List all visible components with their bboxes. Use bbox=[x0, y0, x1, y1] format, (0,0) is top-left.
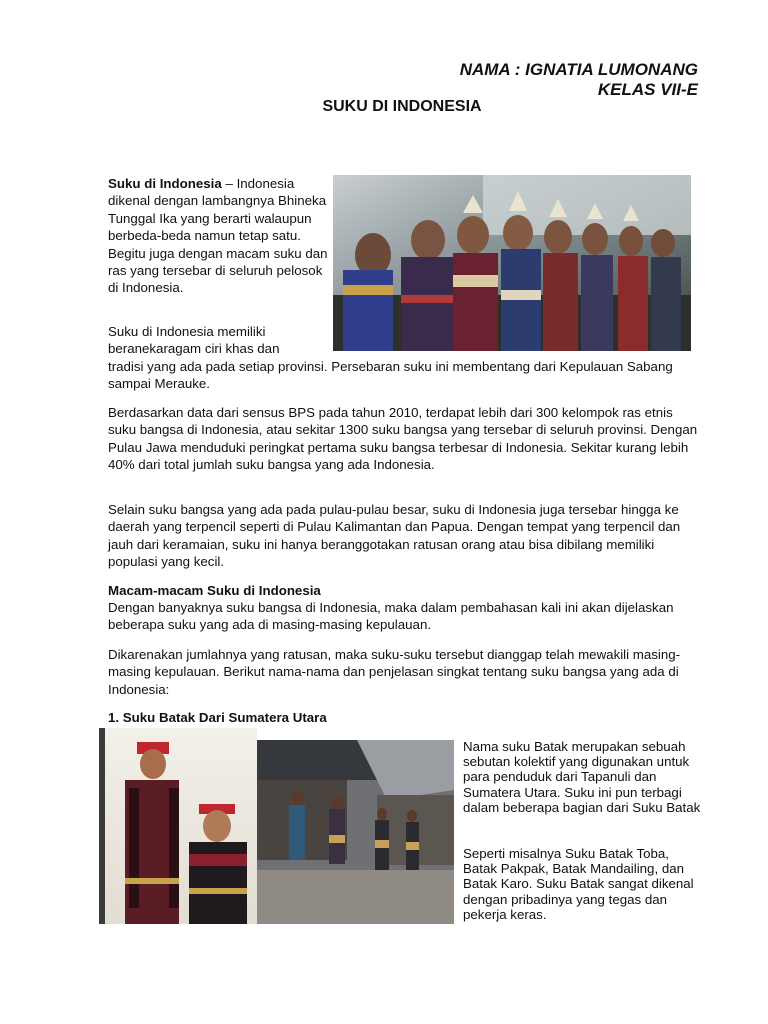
intro-bold: Suku di Indonesia bbox=[108, 176, 222, 191]
student-header bbox=[460, 60, 698, 100]
paragraph-batak-1: Nama suku Batak merupakan sebuah sebutan kolektif yang digunakan untuk para penduduk dari Tapanuli dan Sumatera Utara. Suku ini pun terbagi dalam beberapa bagian dari Suku Batak bbox=[463, 739, 701, 815]
student-name: NAMA : IGNATIA LUMONANG bbox=[459, 60, 698, 79]
paragraph-macam: Dengan banyaknya suku bangsa di Indonesia, maka dalam pembahasan kali ini akan dijelaskan beberapa suku yang ada di masing-masing kepulauan. bbox=[108, 600, 674, 633]
intro-paragraph bbox=[108, 175, 333, 297]
traditional-dancers-photo bbox=[333, 175, 691, 351]
section-heading-macam: Macam-macam Suku di Indonesia bbox=[108, 583, 321, 598]
paragraph-ratusan: Dikarenakan jumlahnya yang ratusan, maka suku-suku tersebut dianggap telah mewakili masing-masing kepulauan. Berikut nama-nama dan penjelasan singkat tentang suku bangsa yang ada di Indonesia: bbox=[108, 647, 681, 697]
batak-village-dance-photo bbox=[257, 740, 454, 924]
student-class: KELAS VII-E bbox=[597, 80, 698, 99]
paragraph-2-top: Suku di Indonesia memiliki beranekaragam ciri khas dan bbox=[108, 324, 280, 357]
intro-text: – Indonesia dikenal dengan lambangnya Bhineka Tunggal Ika yang berarti walaupun berbeda-beda namun tetap satu. Begitu juga dengan macam suku dan ras yang tersebar di seluruh pelosok di Indonesia. bbox=[108, 176, 328, 296]
paragraph-sensus: Berdasarkan data dari sensus BPS pada tahun 2010, terdapat lebih dari 300 kelompok ras etnis suku bangsa di Indonesia, atau sekitar 1300 suku bangsa yang tersebar di seluruh provinsi. Dengan Pulau Jawa menduduki peringkat pertama suku bangsa terbesar di Indonesia. Sekitar kurang lebih 40% dari total jumlah suku bangsa yang ada Indonesia. bbox=[108, 405, 698, 473]
paragraph-2-bottom: tradisi yang ada pada setiap provinsi. Persebaran suku ini membentang dari Kepulauan Sabang sampai Merauke. bbox=[108, 359, 673, 392]
page-title: SUKU DI INDONESIA bbox=[322, 98, 482, 115]
section-heading-batak: 1. Suku Batak Dari Sumatera Utara bbox=[108, 710, 327, 725]
batak-couple-photo bbox=[99, 728, 257, 924]
paragraph-terpencil: Selain suku bangsa yang ada pada pulau-pulau besar, suku di Indonesia juga tersebar hingga ke daerah yang terpencil seperti di Pulau Kalimantan dan Papua. Dengan tempat yang terpencil dan jauh dari keramaian, suku ini hanya beranggotakan ratusan orang atau bisa dibilang memiliki populasi yang kecil. bbox=[108, 502, 681, 570]
paragraph-batak-2: Seperti misalnya Suku Batak Toba, Batak Pakpak, Batak Mandailing, dan Batak Karo. Suku Batak sangat dikenal dengan pribadinya yang tegas dan pekerja keras. bbox=[463, 846, 694, 922]
